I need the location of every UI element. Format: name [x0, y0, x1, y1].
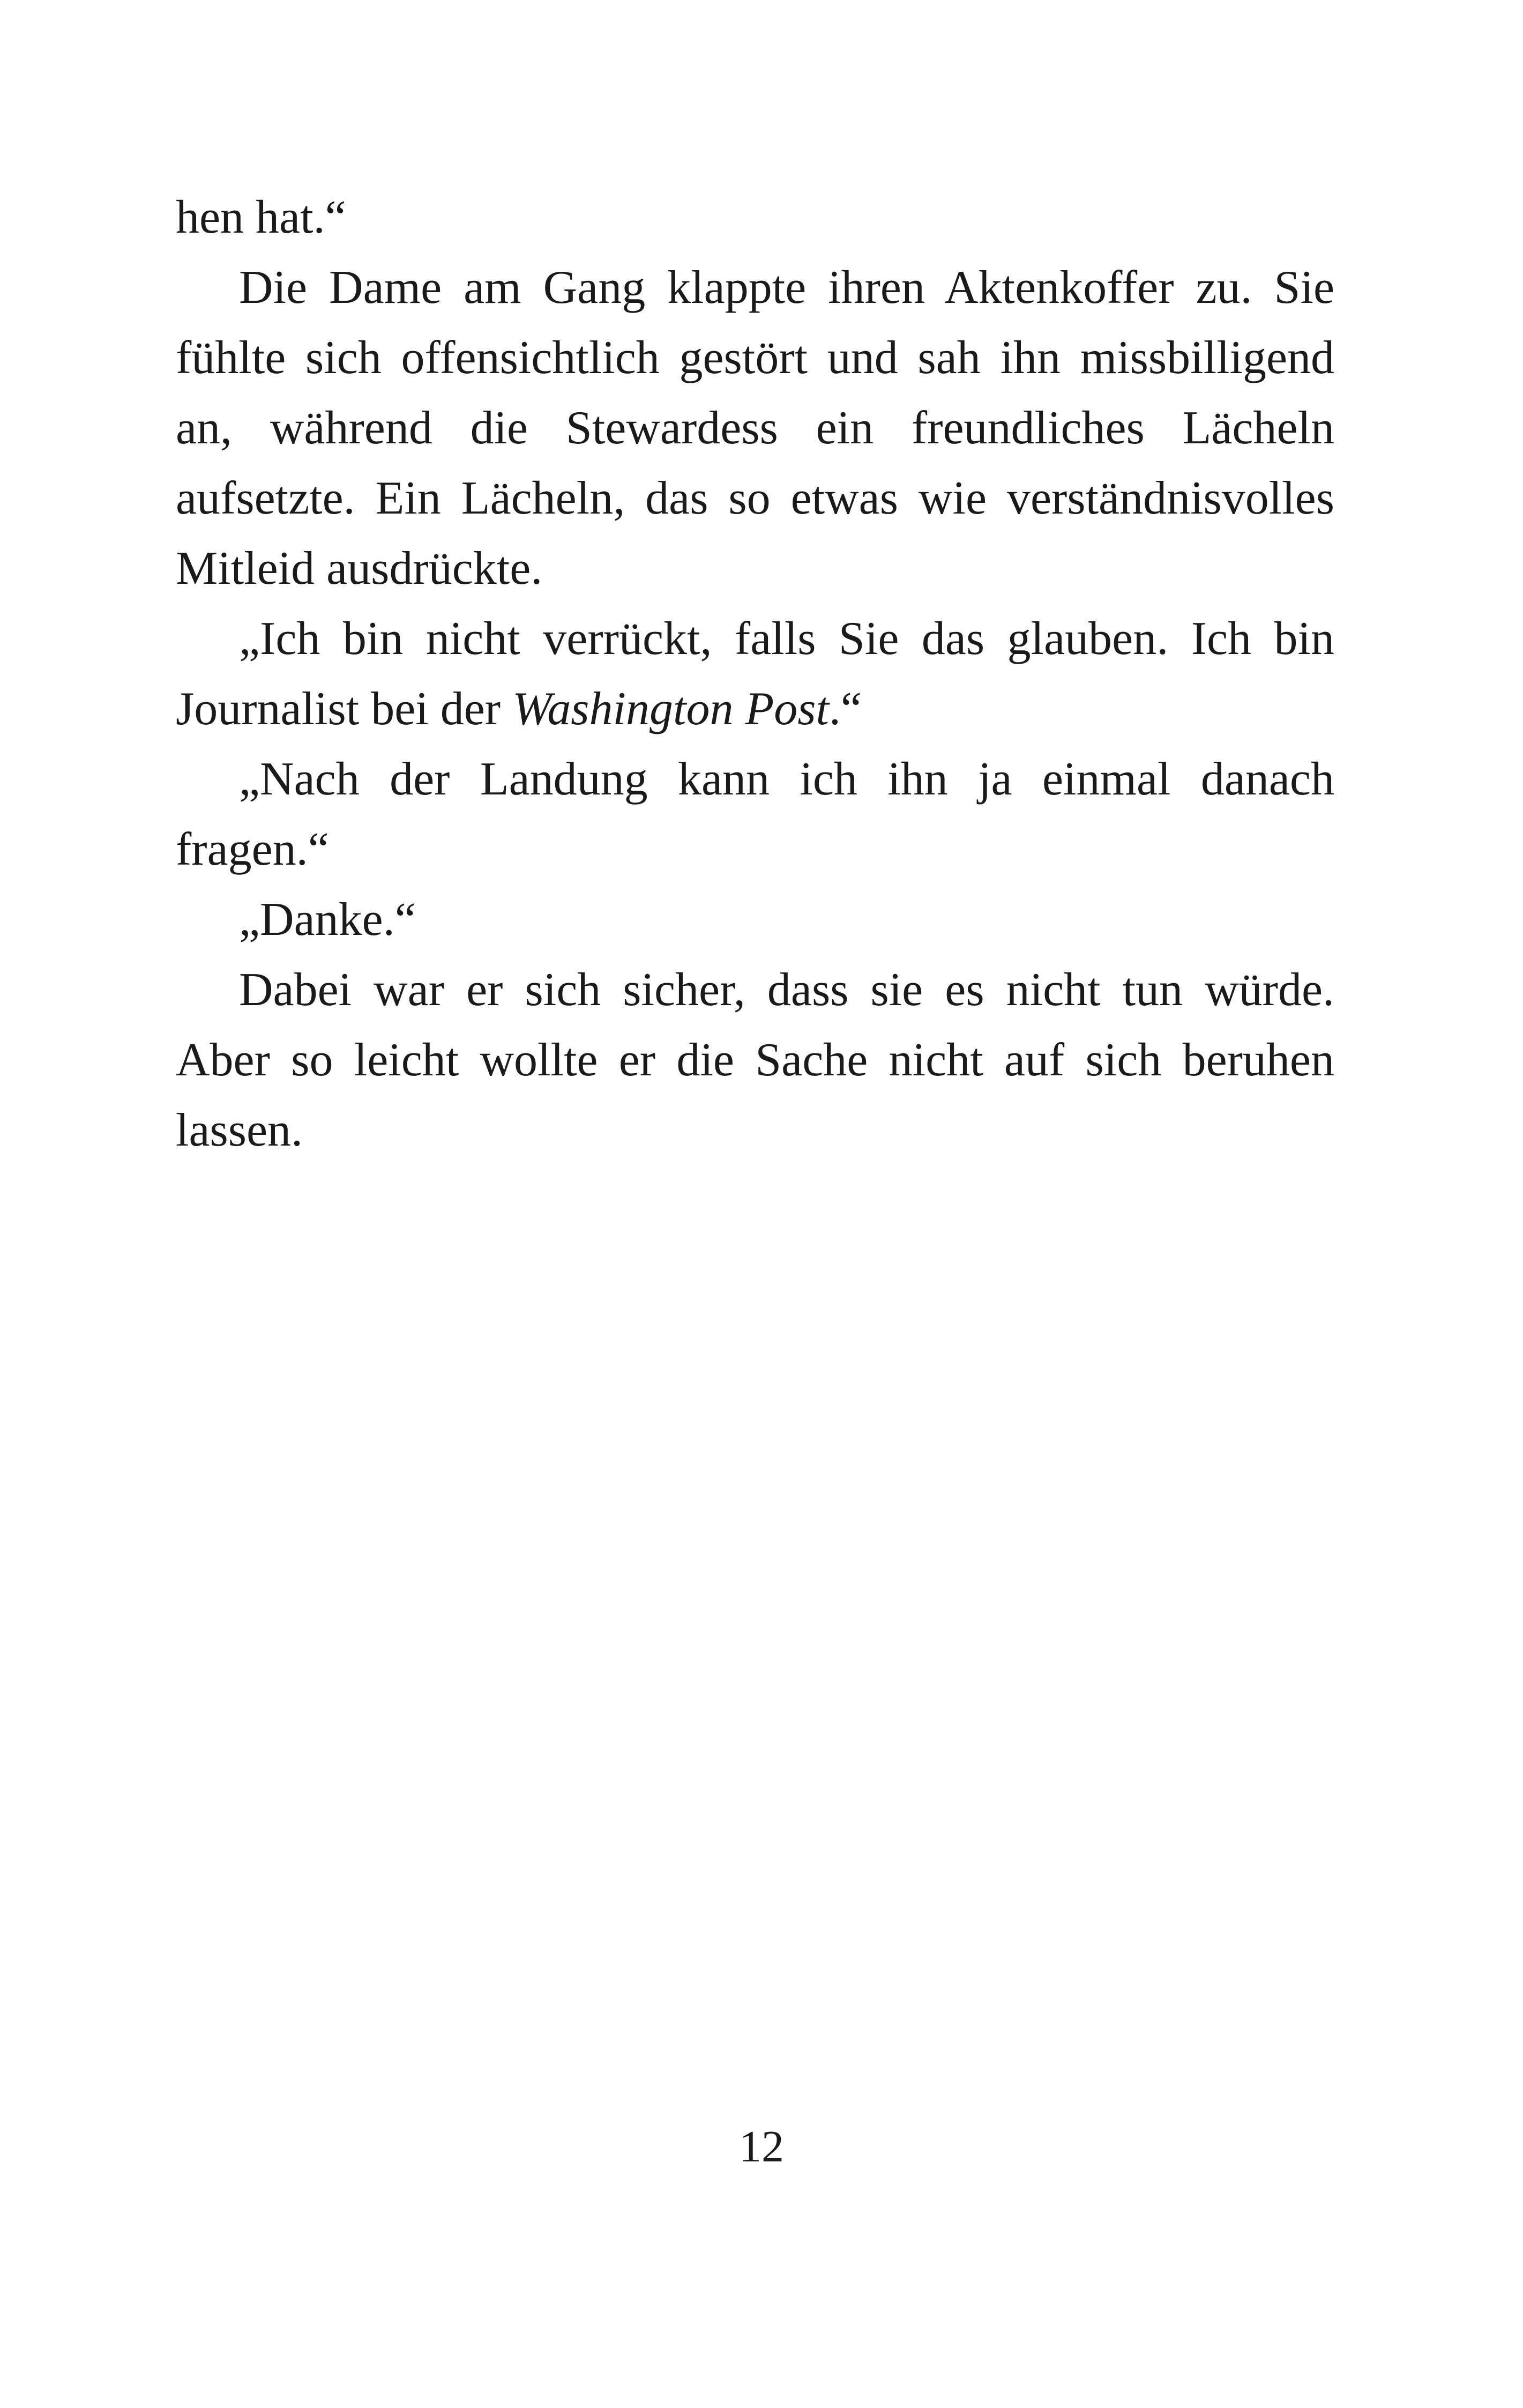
paragraph: „Danke.“ — [239, 894, 416, 946]
page-number: 12 — [739, 2122, 784, 2172]
paragraph: Dabei war er sich sicher, dass sie es nicht tun würde. Aber so leicht wollte er die Sache nicht auf sich beruhen lassen. — [176, 964, 1334, 1156]
paragraph: „Nach der Landung kann ich ihn ja einmal danach fragen.“ — [176, 753, 1334, 875]
newspaper-title: Washington Post — [512, 683, 829, 735]
paragraph — [176, 604, 1334, 744]
body-text — [176, 182, 1334, 1165]
paragraph-text: .“ — [828, 683, 862, 735]
paragraph-text: „Ich bin nicht verrückt, falls Sie das glauben. Ich bin Journalist bei der — [176, 613, 1334, 735]
paragraph: Die Dame am Gang klappte ihren Aktenkoffer zu. Sie fühlte sich offensichtlich gestört und sah ihn missbilligend an, während die Stewardess ein freundliches Lächeln aufsetzte. Ein Lächeln, das so etwas wie verständnisvolles Mitleid ausdrückte. — [176, 262, 1334, 594]
paragraph-continuation: hen hat.“ — [176, 191, 346, 243]
